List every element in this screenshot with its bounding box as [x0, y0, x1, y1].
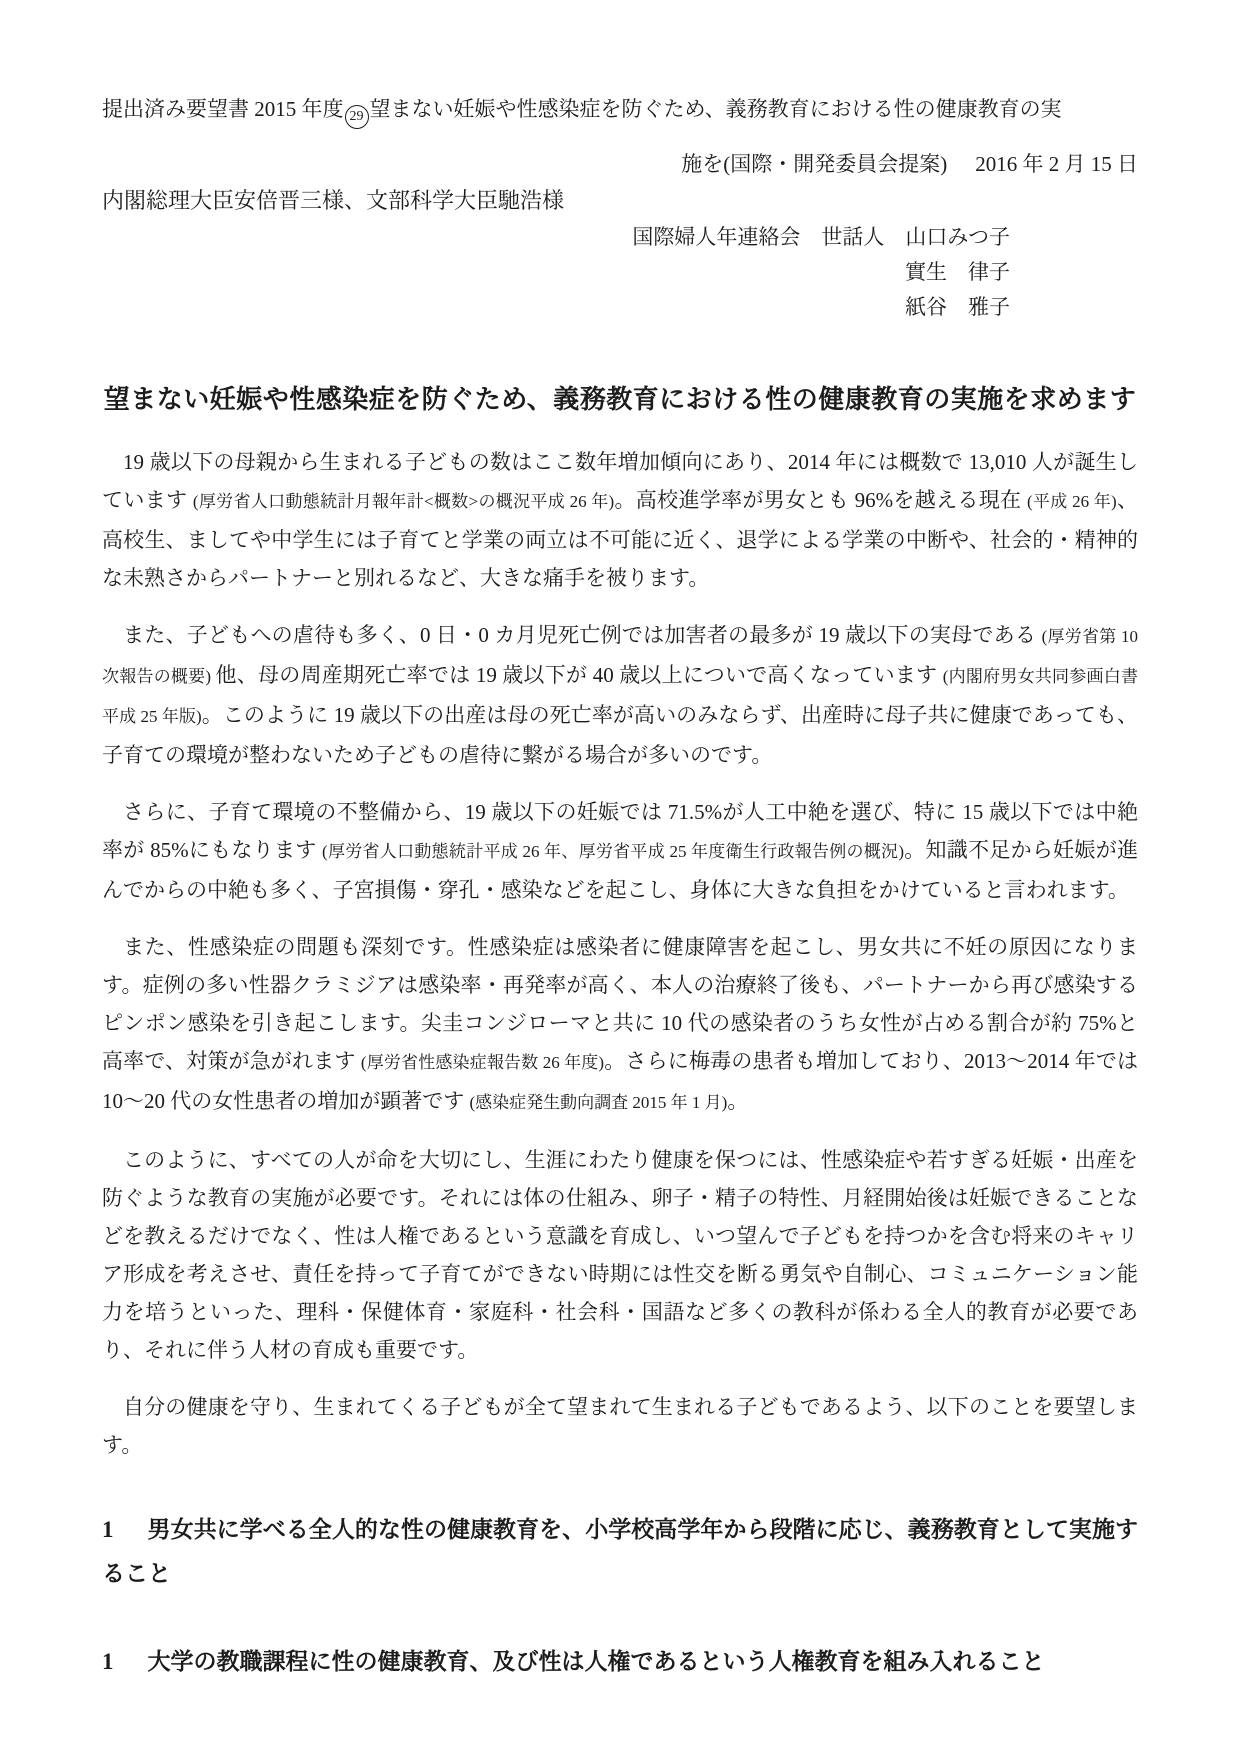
document-date: 2016 年 2 月 15 日	[975, 152, 1138, 176]
header-text-before-circle: 提出済み要望書 2015 年度	[102, 97, 344, 121]
paragraph-2-text: また、子どもへの虐待も多く、0 日・0 カ月児死亡例では加害者の最多が 19 歳以下の実母である	[123, 623, 1042, 647]
demand-1-text: 男女共に学べる全人的な性の健康教育を、小学校高学年から段階に応じ、義務教育として実施すること	[102, 1517, 1138, 1586]
paragraph-4-text: 。さらに梅毒の患者も増加しており、2013〜2014 年では 10〜20 代の女性患者の増加が顕著です	[102, 1049, 1138, 1113]
citation: (厚労省性感染症報告数 26 年度)	[360, 1053, 605, 1072]
paragraph-1-text: 19 歳以下の母親から生まれる子どもの数はここ数年増加傾向にあり、2014 年には概数で 13,010 人が誕生しています	[102, 450, 1138, 512]
paragraph-1	[102, 443, 1138, 597]
demand-item-1	[102, 1508, 1138, 1596]
citation: (厚労省人口動態統計月報年計<概数>の概況平成 26 年)	[192, 492, 615, 511]
paragraph-2-text: 。このように 19 歳以下の出産は母の死亡率が高いのみならず、出産時に母子共に健康であっても、子育ての環境が整わないため子どもの虐待に繋がる場合が多いのです。	[102, 703, 1139, 767]
citation: (平成 26 年)	[1026, 492, 1117, 511]
submitted-request-header-line	[102, 92, 1138, 129]
paragraph-4-text: 。	[727, 1089, 749, 1113]
paragraph-3-text: さらに、子育て環境の不整備から、19 歳以下の妊娠では 71.5%が人工中絶を選び、特に 15 歳以下では中絶率が 85%にもなります	[102, 800, 1138, 862]
signatory-organization: 国際婦人年連絡会 世話人 山口みつ子	[632, 225, 1010, 249]
signature-block	[102, 220, 1138, 325]
circled-29-number: 29	[345, 105, 369, 129]
header-text-after-circle: 望まない妊娠や性感染症を防ぐため、義務教育における性の健康教育の実	[369, 97, 1062, 121]
paragraph-6-text: 自分の健康を守り、生まれてくる子どもが全て望まれて生まれる子どもであるよう、以下のことを要望します。	[102, 1395, 1138, 1457]
document-title: 望まない妊娠や性感染症を防ぐため、義務教育における性の健康教育の実施を求めます	[103, 385, 1137, 414]
paragraph-3-text: 。知識不足から妊娠が進んでからの中絶も多く、子宮損傷・穿孔・感染などを起こし、身体に大きな負担をかけていると言われます。	[102, 838, 1139, 902]
paragraph-3	[102, 793, 1138, 909]
demand-2-text: 大学の教職課程に性の健康教育、及び性は人権であるという人権教育を組み入れること	[147, 1649, 1045, 1674]
paragraph-6	[102, 1388, 1138, 1464]
demand-2-number: 1	[102, 1649, 114, 1674]
paragraph-2	[102, 616, 1138, 774]
paragraph-4-text: また、性感染症の問題も深刻です。性感染症は感染者に健康障害を起こし、男女共に不妊の原因になります。症例の多い性器クラミジアは感染率・再発率が高く、本人の治療終了後も、パートナーから再び感染するピンポン感染を引き起こします。尖圭コンジローマと共に 10 代の感染者のうち女性が占める割合が約 75%と高率で、対策が急がれます	[102, 935, 1138, 1073]
paragraph-4	[102, 928, 1138, 1122]
citation: (厚労省第 10 次報告の概要)	[102, 627, 1138, 686]
paragraph-5-text: このように、すべての人が命を大切にし、生涯にわたり健康を保つには、性感染症や若すぎる妊娠・出産を防ぐような教育の実施が必要です。それには体の仕組み、卵子・精子の特性、月経開始後は妊娠できることなどを教えるだけでなく、性は人権であるという意識を育成し、いつ望んで子どもを持つかを含む将来のキャリア形成を考えさせ、責任を持って子育てができない時期には性交を断る勇気や自制心、コミュニケーション能力を培うといった、理科・保健体育・家庭科・社会科・国語など多くの教科が係わる全人的教育が必要であり、それに伴う人材の育成も重要です。	[102, 1148, 1138, 1362]
document-header	[102, 92, 1138, 325]
header-committee-proposal: 施を(国際・開発委員会提案)	[681, 152, 948, 176]
citation: (厚労省人口動態統計平成 26 年、厚労省平成 25 年度衛生行政報告例の概況)	[322, 842, 904, 861]
demand-1-number: 1	[102, 1517, 114, 1542]
signatory-name-3: 紙谷 雅子	[905, 295, 1010, 319]
header-continuation-line	[102, 147, 1138, 181]
signatory-name-2: 實生 律子	[905, 260, 1010, 284]
addressees-line: 内閣総理大臣安倍晋三様、文部科学大臣馳浩様	[102, 188, 565, 213]
demand-item-2	[102, 1640, 1138, 1684]
citation: (感染症発生動向調査 2015 年 1 月)	[469, 1093, 728, 1112]
paragraph-1-text: 。高校進学率が男女とも 96%を越える現在	[614, 488, 1027, 512]
paragraph-2-text: 他、母の周産期死亡率では 19 歳以下が 40 歳以上についで高くなっています	[215, 663, 943, 687]
paragraph-1-text: 、高校生、ましてや中学生には子育てと学業の両立は不可能に近く、退学による学業の中断や、社会的・精神的な未熟さからパートナーと別れるなど、大きな痛手を被ります。	[102, 488, 1139, 590]
citation: (内閣府男女共同参画白書平成 25 年版)	[102, 667, 1138, 726]
paragraph-5	[102, 1141, 1138, 1369]
